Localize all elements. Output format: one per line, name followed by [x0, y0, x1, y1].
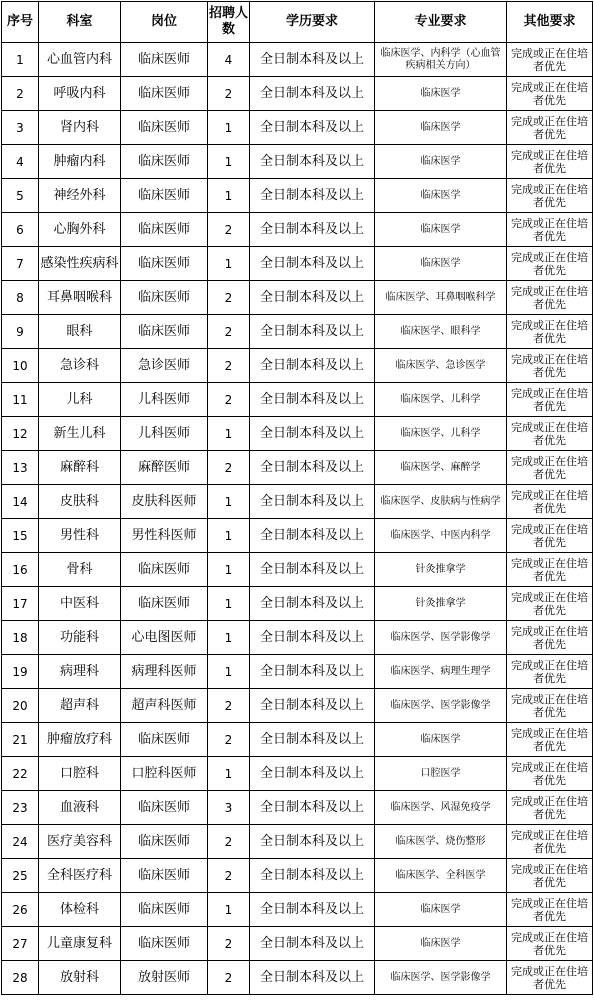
cell-seq: 7 — [2, 247, 39, 281]
cell-post: 儿科医师 — [121, 383, 208, 417]
cell-seq: 27 — [2, 927, 39, 961]
cell-other: 完成或正在住培者优先 — [507, 77, 593, 111]
cell-post: 心电图医师 — [121, 621, 208, 655]
header-major: 专业要求 — [375, 2, 507, 43]
cell-major: 临床医学 — [375, 927, 507, 961]
cell-seq: 24 — [2, 825, 39, 859]
cell-other: 完成或正在住培者优先 — [507, 417, 593, 451]
cell-seq: 16 — [2, 553, 39, 587]
cell-count: 1 — [208, 247, 250, 281]
cell-count: 2 — [208, 213, 250, 247]
cell-edu: 全日制本科及以上 — [250, 485, 375, 519]
cell-count: 4 — [208, 43, 250, 77]
cell-dept: 心胸外科 — [39, 213, 121, 247]
cell-post: 临床医师 — [121, 587, 208, 621]
cell-major: 临床医学、耳鼻咽喉科学 — [375, 281, 507, 315]
cell-major: 临床医学、病理生理学 — [375, 655, 507, 689]
cell-major: 临床医学、皮肤病与性病学 — [375, 485, 507, 519]
cell-count: 2 — [208, 689, 250, 723]
cell-post: 临床医师 — [121, 825, 208, 859]
cell-major: 临床医学 — [375, 179, 507, 213]
cell-major: 临床医学、医学影像学 — [375, 689, 507, 723]
cell-seq: 18 — [2, 621, 39, 655]
table-row — [2, 281, 593, 315]
cell-count: 1 — [208, 519, 250, 553]
cell-dept: 医疗美容科 — [39, 825, 121, 859]
cell-post: 儿科医师 — [121, 417, 208, 451]
cell-seq: 12 — [2, 417, 39, 451]
cell-major: 临床医学、中医内科学 — [375, 519, 507, 553]
cell-dept: 新生儿科 — [39, 417, 121, 451]
table-row — [2, 961, 593, 995]
cell-edu: 全日制本科及以上 — [250, 43, 375, 77]
table-row — [2, 519, 593, 553]
cell-count: 2 — [208, 315, 250, 349]
cell-seq: 13 — [2, 451, 39, 485]
cell-edu: 全日制本科及以上 — [250, 927, 375, 961]
cell-edu: 全日制本科及以上 — [250, 655, 375, 689]
cell-dept: 儿童康复科 — [39, 927, 121, 961]
cell-seq: 4 — [2, 145, 39, 179]
cell-seq: 23 — [2, 791, 39, 825]
cell-other: 完成或正在住培者优先 — [507, 451, 593, 485]
cell-dept: 皮肤科 — [39, 485, 121, 519]
cell-dept: 全科医疗科 — [39, 859, 121, 893]
cell-post: 临床医师 — [121, 927, 208, 961]
cell-major: 临床医学、急诊医学 — [375, 349, 507, 383]
cell-major: 临床医学 — [375, 145, 507, 179]
cell-edu: 全日制本科及以上 — [250, 961, 375, 995]
cell-post: 临床医师 — [121, 723, 208, 757]
cell-seq: 1 — [2, 43, 39, 77]
cell-count: 1 — [208, 417, 250, 451]
header-count: 招聘人数 — [208, 2, 250, 43]
cell-count: 2 — [208, 451, 250, 485]
cell-count: 2 — [208, 349, 250, 383]
header-edu: 学历要求 — [250, 2, 375, 43]
cell-dept: 体检科 — [39, 893, 121, 927]
cell-other: 完成或正在住培者优先 — [507, 757, 593, 791]
cell-post: 放射医师 — [121, 961, 208, 995]
cell-dept: 麻醉科 — [39, 451, 121, 485]
cell-dept: 男性科 — [39, 519, 121, 553]
cell-other: 完成或正在住培者优先 — [507, 553, 593, 587]
cell-major: 临床医学 — [375, 723, 507, 757]
cell-dept: 呼吸内科 — [39, 77, 121, 111]
cell-edu: 全日制本科及以上 — [250, 791, 375, 825]
cell-post: 临床医师 — [121, 43, 208, 77]
cell-other: 完成或正在住培者优先 — [507, 961, 593, 995]
table-row — [2, 451, 593, 485]
cell-dept: 超声科 — [39, 689, 121, 723]
cell-major: 临床医学、医学影像学 — [375, 621, 507, 655]
cell-count: 1 — [208, 485, 250, 519]
cell-seq: 8 — [2, 281, 39, 315]
cell-major: 临床医学、儿科学 — [375, 383, 507, 417]
cell-edu: 全日制本科及以上 — [250, 349, 375, 383]
cell-edu: 全日制本科及以上 — [250, 145, 375, 179]
table-row — [2, 77, 593, 111]
cell-seq: 10 — [2, 349, 39, 383]
cell-other: 完成或正在住培者优先 — [507, 689, 593, 723]
cell-post: 病理科医师 — [121, 655, 208, 689]
cell-other: 完成或正在住培者优先 — [507, 349, 593, 383]
cell-edu: 全日制本科及以上 — [250, 519, 375, 553]
cell-count: 2 — [208, 825, 250, 859]
cell-seq: 26 — [2, 893, 39, 927]
cell-edu: 全日制本科及以上 — [250, 315, 375, 349]
cell-dept: 肿瘤放疗科 — [39, 723, 121, 757]
cell-edu: 全日制本科及以上 — [250, 77, 375, 111]
cell-edu: 全日制本科及以上 — [250, 621, 375, 655]
cell-major: 临床医学、烧伤整形 — [375, 825, 507, 859]
header-seq: 序号 — [2, 2, 39, 43]
cell-other: 完成或正在住培者优先 — [507, 859, 593, 893]
cell-count: 2 — [208, 961, 250, 995]
cell-dept: 急诊科 — [39, 349, 121, 383]
cell-post: 麻醉医师 — [121, 451, 208, 485]
cell-seq: 9 — [2, 315, 39, 349]
cell-dept: 放射科 — [39, 961, 121, 995]
cell-post: 临床医师 — [121, 213, 208, 247]
cell-edu: 全日制本科及以上 — [250, 281, 375, 315]
table-row — [2, 111, 593, 145]
cell-count: 2 — [208, 281, 250, 315]
cell-edu: 全日制本科及以上 — [250, 689, 375, 723]
cell-major: 临床医学 — [375, 111, 507, 145]
cell-seq: 2 — [2, 77, 39, 111]
cell-count: 1 — [208, 893, 250, 927]
cell-major: 针灸推拿学 — [375, 553, 507, 587]
cell-dept: 肿瘤内科 — [39, 145, 121, 179]
cell-edu: 全日制本科及以上 — [250, 247, 375, 281]
cell-seq: 3 — [2, 111, 39, 145]
cell-major: 临床医学、风湿免疫学 — [375, 791, 507, 825]
table-body — [2, 43, 593, 995]
cell-seq: 19 — [2, 655, 39, 689]
cell-edu: 全日制本科及以上 — [250, 179, 375, 213]
table-row — [2, 689, 593, 723]
table-row — [2, 893, 593, 927]
cell-edu: 全日制本科及以上 — [250, 553, 375, 587]
table-row — [2, 383, 593, 417]
cell-post: 临床医师 — [121, 315, 208, 349]
cell-other: 完成或正在住培者优先 — [507, 281, 593, 315]
cell-dept: 感染性疾病科 — [39, 247, 121, 281]
cell-edu: 全日制本科及以上 — [250, 893, 375, 927]
cell-dept: 心血管内科 — [39, 43, 121, 77]
cell-seq: 22 — [2, 757, 39, 791]
cell-major: 临床医学、全科医学 — [375, 859, 507, 893]
cell-major: 临床医学、儿科学 — [375, 417, 507, 451]
table-row — [2, 621, 593, 655]
cell-other: 完成或正在住培者优先 — [507, 893, 593, 927]
cell-other: 完成或正在住培者优先 — [507, 383, 593, 417]
cell-major: 临床医学 — [375, 247, 507, 281]
table-row — [2, 757, 593, 791]
cell-other: 完成或正在住培者优先 — [507, 145, 593, 179]
cell-count: 2 — [208, 723, 250, 757]
cell-edu: 全日制本科及以上 — [250, 417, 375, 451]
cell-major: 临床医学、医学影像学 — [375, 961, 507, 995]
cell-edu: 全日制本科及以上 — [250, 825, 375, 859]
cell-post: 临床医师 — [121, 179, 208, 213]
cell-other: 完成或正在住培者优先 — [507, 825, 593, 859]
table-row — [2, 145, 593, 179]
cell-count: 1 — [208, 757, 250, 791]
cell-major: 临床医学 — [375, 77, 507, 111]
cell-post: 口腔科医师 — [121, 757, 208, 791]
cell-dept: 病理科 — [39, 655, 121, 689]
cell-count: 1 — [208, 655, 250, 689]
cell-dept: 血液科 — [39, 791, 121, 825]
cell-count: 1 — [208, 553, 250, 587]
table-row — [2, 723, 593, 757]
cell-post: 临床医师 — [121, 791, 208, 825]
header-other: 其他要求 — [507, 2, 593, 43]
cell-other: 完成或正在住培者优先 — [507, 927, 593, 961]
cell-other: 完成或正在住培者优先 — [507, 247, 593, 281]
table-row — [2, 43, 593, 77]
cell-post: 急诊医师 — [121, 349, 208, 383]
cell-seq: 17 — [2, 587, 39, 621]
cell-edu: 全日制本科及以上 — [250, 383, 375, 417]
cell-dept: 功能科 — [39, 621, 121, 655]
cell-edu: 全日制本科及以上 — [250, 587, 375, 621]
cell-major: 临床医学、内科学（心血管疾病相关方向） — [375, 43, 507, 77]
cell-other: 完成或正在住培者优先 — [507, 213, 593, 247]
cell-count: 1 — [208, 587, 250, 621]
cell-seq: 20 — [2, 689, 39, 723]
cell-post: 临床医师 — [121, 859, 208, 893]
cell-dept: 耳鼻咽喉科 — [39, 281, 121, 315]
cell-other: 完成或正在住培者优先 — [507, 587, 593, 621]
cell-count: 2 — [208, 927, 250, 961]
cell-other: 完成或正在住培者优先 — [507, 315, 593, 349]
cell-post: 临床医师 — [121, 553, 208, 587]
cell-edu: 全日制本科及以上 — [250, 723, 375, 757]
cell-dept: 儿科 — [39, 383, 121, 417]
cell-other: 完成或正在住培者优先 — [507, 43, 593, 77]
table-row — [2, 927, 593, 961]
table-row — [2, 485, 593, 519]
cell-post: 男性科医师 — [121, 519, 208, 553]
cell-count: 1 — [208, 621, 250, 655]
cell-dept: 肾内科 — [39, 111, 121, 145]
cell-post: 临床医师 — [121, 111, 208, 145]
cell-count: 2 — [208, 77, 250, 111]
cell-count: 2 — [208, 383, 250, 417]
cell-count: 1 — [208, 179, 250, 213]
cell-post: 皮肤科医师 — [121, 485, 208, 519]
cell-seq: 14 — [2, 485, 39, 519]
cell-dept: 骨科 — [39, 553, 121, 587]
cell-count: 1 — [208, 111, 250, 145]
header-post: 岗位 — [121, 2, 208, 43]
cell-dept: 神经外科 — [39, 179, 121, 213]
table-row — [2, 655, 593, 689]
table-row — [2, 247, 593, 281]
cell-seq: 11 — [2, 383, 39, 417]
cell-post: 临床医师 — [121, 893, 208, 927]
table-header — [2, 2, 593, 43]
table-row — [2, 349, 593, 383]
cell-edu: 全日制本科及以上 — [250, 111, 375, 145]
cell-other: 完成或正在住培者优先 — [507, 485, 593, 519]
cell-major: 临床医学 — [375, 213, 507, 247]
table-row — [2, 553, 593, 587]
table-row — [2, 791, 593, 825]
cell-edu: 全日制本科及以上 — [250, 451, 375, 485]
header-row — [2, 2, 593, 43]
cell-count: 3 — [208, 791, 250, 825]
cell-post: 超声科医师 — [121, 689, 208, 723]
cell-dept: 眼科 — [39, 315, 121, 349]
cell-seq: 28 — [2, 961, 39, 995]
cell-count: 2 — [208, 859, 250, 893]
cell-edu: 全日制本科及以上 — [250, 859, 375, 893]
cell-major: 口腔医学 — [375, 757, 507, 791]
cell-major: 临床医学、麻醉学 — [375, 451, 507, 485]
cell-other: 完成或正在住培者优先 — [507, 111, 593, 145]
recruitment-table — [1, 1, 593, 995]
table-row — [2, 825, 593, 859]
cell-post: 临床医师 — [121, 281, 208, 315]
cell-post: 临床医师 — [121, 77, 208, 111]
cell-seq: 6 — [2, 213, 39, 247]
cell-post: 临床医师 — [121, 145, 208, 179]
table-row — [2, 417, 593, 451]
cell-major: 临床医学、眼科学 — [375, 315, 507, 349]
cell-major: 临床医学 — [375, 893, 507, 927]
cell-dept: 中医科 — [39, 587, 121, 621]
cell-other: 完成或正在住培者优先 — [507, 655, 593, 689]
cell-edu: 全日制本科及以上 — [250, 213, 375, 247]
cell-dept: 口腔科 — [39, 757, 121, 791]
cell-other: 完成或正在住培者优先 — [507, 723, 593, 757]
table-row — [2, 315, 593, 349]
cell-seq: 25 — [2, 859, 39, 893]
table-row — [2, 213, 593, 247]
header-dept: 科室 — [39, 2, 121, 43]
cell-other: 完成或正在住培者优先 — [507, 621, 593, 655]
cell-seq: 5 — [2, 179, 39, 213]
cell-count: 1 — [208, 145, 250, 179]
cell-edu: 全日制本科及以上 — [250, 757, 375, 791]
table-row — [2, 587, 593, 621]
cell-major: 针灸推拿学 — [375, 587, 507, 621]
cell-other: 完成或正在住培者优先 — [507, 791, 593, 825]
cell-other: 完成或正在住培者优先 — [507, 179, 593, 213]
cell-seq: 21 — [2, 723, 39, 757]
table-row — [2, 179, 593, 213]
cell-seq: 15 — [2, 519, 39, 553]
cell-other: 完成或正在住培者优先 — [507, 519, 593, 553]
table-row — [2, 859, 593, 893]
cell-post: 临床医师 — [121, 247, 208, 281]
